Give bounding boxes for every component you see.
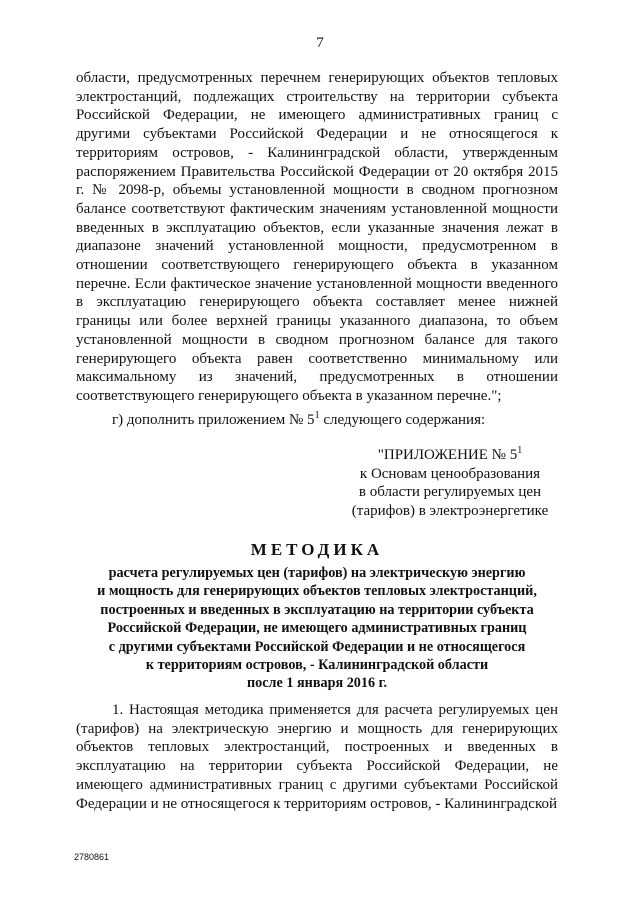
section-1-text: 1. Настоящая методика применяется для расчета регулируемых цен (тарифов) на электрическую энергию и мощность для генерирующих объектов тепловых электростанций, построенных и введенных в эксплуатацию на территории субъекта Российской Федерации, не имеющего административных границ с другими субъектами Российской Федерации и не относящегося к территориям островов, - Калининградской [76, 702, 558, 812]
subtitle-line: после 1 января 2016 г. [246, 675, 388, 692]
methodology-title: МЕТОДИКА [250, 540, 384, 559]
page-number: 7 [316, 35, 324, 51]
continuation-paragraph [76, 69, 558, 406]
methodology-subtitle [76, 564, 558, 693]
subtitle-line: и мощность для генерирующих объектов тепловых электростанций, [97, 583, 537, 600]
appendix-title: "ПРИЛОЖЕНИЕ № 5 [377, 447, 518, 463]
appendix-header [340, 446, 560, 521]
amendment-superscript: 1 [314, 410, 320, 421]
appendix-superscript: 1 [517, 445, 523, 456]
amendment-tail: следующего содержания: [319, 412, 486, 428]
amendment-text: г) дополнить приложением № 5 [112, 412, 315, 428]
subtitle-line: Российской Федерации, не имеющего административных границ [107, 620, 527, 637]
appendix-title-line [340, 446, 560, 465]
document-code: 2780861 [74, 852, 110, 862]
subtitle-line: расчета регулируемых цен (тарифов) на электрическую энергию [108, 565, 526, 581]
amendment-paragraph [76, 411, 558, 430]
subtitle-line: к территориям островов, - Калининградской области [145, 657, 489, 674]
appendix-line-4: (тарифов) в электроэнергетике [351, 503, 549, 520]
subtitle-line: построенных и введенных в эксплуатацию на территории субъекта [100, 601, 534, 618]
subtitle-line: с другими субъектами Российской Федерации и не относящегося [108, 638, 526, 655]
appendix-line-2: к Основам ценообразования [359, 465, 541, 482]
section-1-paragraph [76, 701, 558, 813]
continuation-text: области, предусмотренных перечнем генерирующих объектов тепловых электростанций, подлежащих строительству на территории субъекта Российской Федерации, не имеющего административных границ с другими субъектами Российской Федерации и не относящегося к территориям островов, - Калининградской области, утвержденным распоряжением Правительства Российской Федерации от 20 октября 2015 г. № 2098-р, объемы установленной мощности в сводном прогнозном балансе соответствуют фактическим значениям установленной мощности введенных в эксплуатацию объектов, если указанные значения лежат в диапазоне значений установленной мощности, предусмотренном в отношении соответствующего генерирующего объекта в указанном перечне. Если фактическое значение установленной мощности введенного в эксплуатацию генерирующего объекта составляет менее нижней границы или более верхней границы указанного диапазона, то объем установленной мощности в сводном прогнозном балансе для такого генерирующего объекта равен соответственно минимальному или максимальному из значений, предусмотренных в отношении соответствующего генерирующего объекта в указанном перечне."; [76, 70, 558, 404]
appendix-line-3: в области регулируемых цен [358, 484, 542, 501]
